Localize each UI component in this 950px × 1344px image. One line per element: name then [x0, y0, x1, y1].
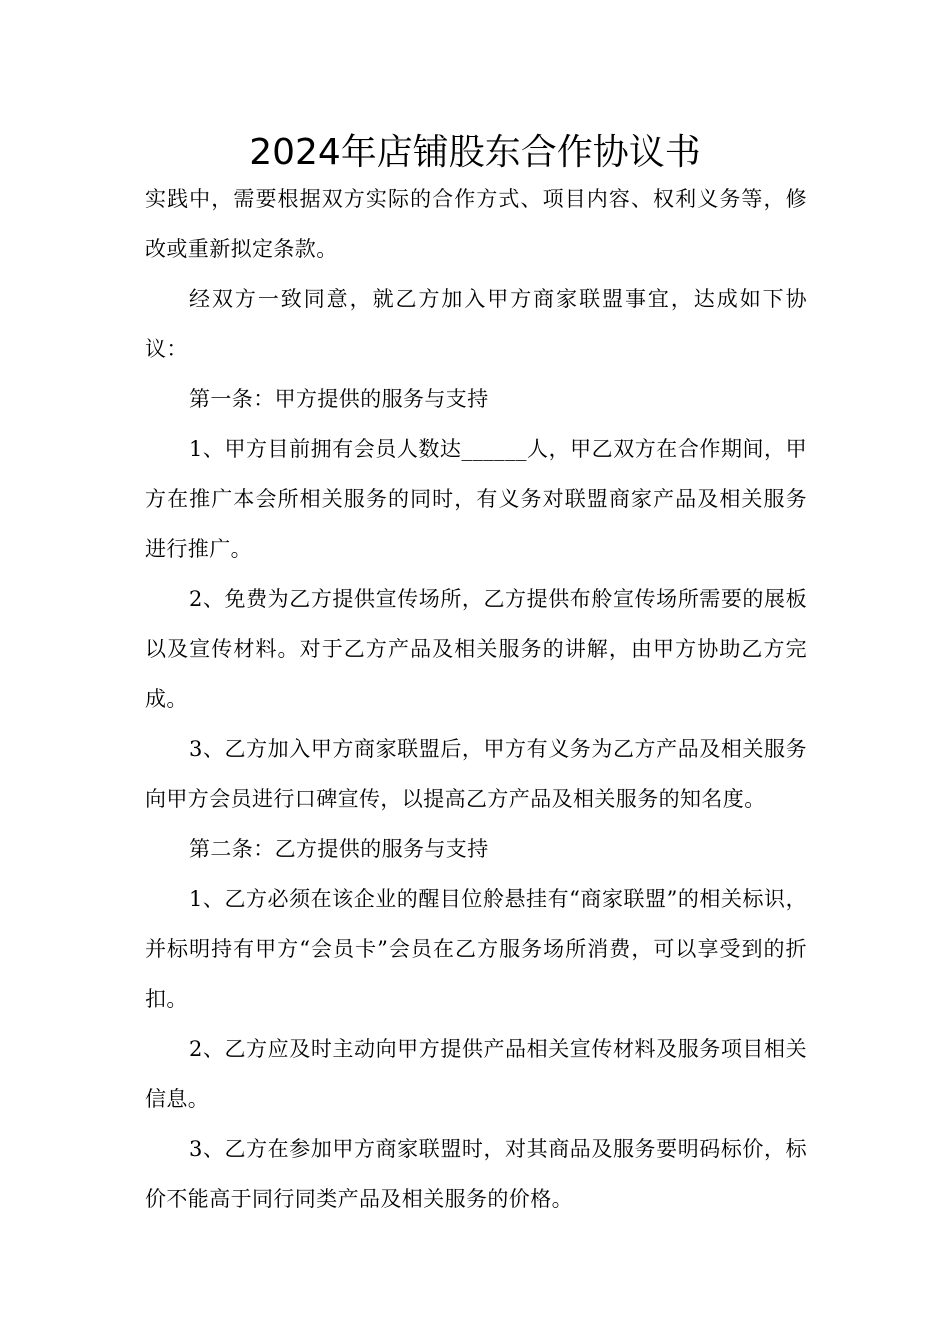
paragraph-agreement: 经双方一致同意，就乙方加入甲方商家联盟事宜，达成如下协议： — [145, 287, 807, 361]
article-1-clause-2: 2、免费为乙方提供宣传场所，乙方提供布舲宣传场所需要的展板以及宣传材料。对于乙方产品及相关服务的讲解，由甲方协助乙方完成。 — [145, 587, 807, 711]
article-1-heading: 第一条：甲方提供的服务与支持 — [189, 387, 489, 411]
article-2-clause-3: 3、乙方在参加甲方商家联盟时，对其商品及服务要明码标价，标价不能高于同行同类产品及相关服务的价格。 — [145, 1137, 807, 1211]
article-2-clause-1: 1、乙方必须在该企业的醒目位舲悬挂有“商家联盟”的相关标识，并标明持有甲方“会员卡”会员在乙方服务场所消费，可以享受到的折扣。 — [145, 887, 807, 1011]
paragraph-intro: 实践中，需要根据双方实际的合作方式、项目内容、权利义务等，修改或重新拟定条款。 — [145, 187, 807, 261]
article-2-heading: 第二条：乙方提供的服务与支持 — [189, 837, 489, 861]
article-1-clause-1: 1、甲方目前拥有会员人数达______人，甲乙双方在合作期间，甲方在推广本会所相关服务的同时，有义务对联盟商家产品及相关服务进行推广。 — [145, 437, 807, 561]
document-body — [145, 174, 807, 1224]
article-2-clause-2: 2、乙方应及时主动向甲方提供产品相关宣传材料及服务项目相关信息。 — [145, 1037, 807, 1111]
document-title: 2024年店铺股东合作协议书 — [249, 132, 701, 173]
article-1-clause-3: 3、乙方加入甲方商家联盟后，甲方有义务为乙方产品及相关服务向甲方会员进行口碑宣传，以提高乙方产品及相关服务的知名度。 — [145, 737, 807, 811]
